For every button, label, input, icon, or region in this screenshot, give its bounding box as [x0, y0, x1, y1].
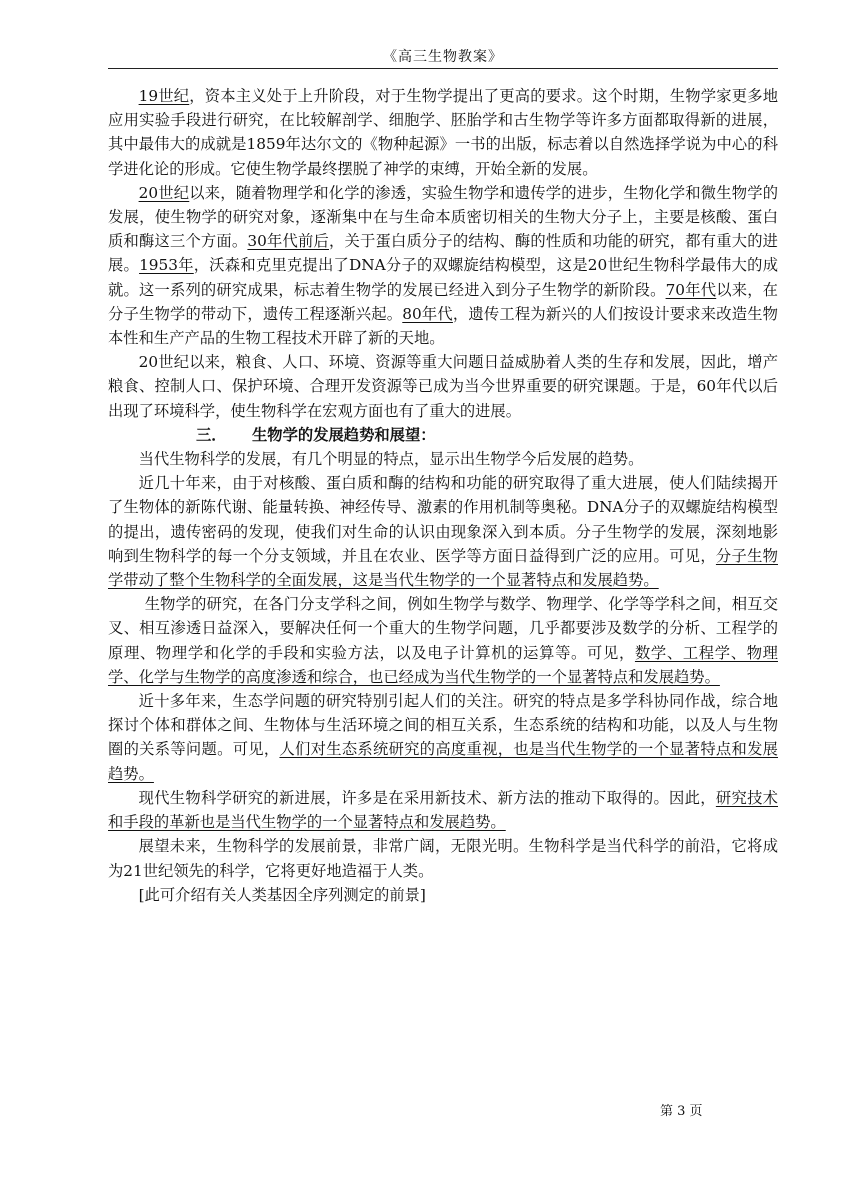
paragraph-text: 近十多年来，生态学问题的研究特别引起人们的关注。研究的特点是多学科协同作战，综合地探讨个体和群体之间、生物体与生活环境之间的相互关系，生态系统的结构和功能，以及人与生物圈的关系等问题。可见，	[108, 692, 778, 759]
underlined-conclusion: 人们对生态系统研究的高度重视，也是当代生物学的一个显著特点和发展趋势。	[108, 740, 778, 783]
underlined-conclusion: 分子生物学带动了整个生物科学的全面发展，这是当代生物学的一个显著特点和发展趋势。	[108, 546, 778, 590]
section-heading	[108, 423, 778, 447]
underlined-term: 1953年	[139, 256, 194, 275]
underlined-term: 20世纪	[138, 183, 190, 202]
page-number: 第 3 页	[660, 1104, 703, 1119]
section-title-text: 生物学的发展趋势和展望：	[252, 425, 436, 444]
paragraph-text: ，沃森和克里克提出了DNA分子的双螺旋结构模型，这是20世纪生物科学最伟大的成就。这一系列的研究成果，标志着生物学的发展已经进入到分子生物学的新阶段。	[108, 256, 778, 299]
paragraph-text: ，遗传工程为新兴的人们按设计要求来改造生物本性和生产产品的生物工程技术开辟了新的天地。	[108, 304, 778, 348]
paragraph-techniques	[108, 786, 778, 834]
underlined-conclusion: 数学、工程学、物理学、化学与生物学的高度渗透和综合，也已经成为当代生物学的一个显著特点和发展趋势。	[108, 643, 778, 686]
paragraph-text: ，资本主义处于上升阶段，对于生物学提出了更高的要求。这个时期，生物学家更多地应用实验手段进行研究，在比较解剖学、细胞学、胚胎学和古生物学等许多方面都取得新的进展，其中最伟大的成就是1859年达尔文的《物种起源》一书的出版，标志着以自然选择学说为中心的科学进化论的形成。它使生物学最终摆脱了神学的束缚，开始全新的发展。	[108, 87, 778, 178]
paragraph-20th-century	[108, 181, 778, 350]
header-rule	[108, 68, 778, 69]
underlined-conclusion: 研究技术和手段的革新也是当代生物学的一个显著特点和发展趋势。	[108, 788, 778, 832]
underlined-term: 70年代	[665, 280, 717, 299]
underlined-term: 80年代	[402, 304, 453, 323]
section-number: 三．	[196, 425, 227, 444]
paragraph-text: 以来，随着物理学和化学的渗透，实验生物学和遗传学的进步，生物化学和微生物学的发展，使生物学的研究对象，逐渐集中在与生命本质密切相关的生物大分子上，主要是核酸、蛋白质和酶这三个方面。	[108, 183, 778, 251]
paragraph-text: 近几十年来，由于对核酸、蛋白质和酶的结构和功能的研究取得了重大进展，使人们陆续揭开了生物体的新陈代谢、能量转换、神经传导、激素的作用机制等奥秘。DNA分子的双螺旋结构模型的提出，遗传密码的发现，使我们对生命的认识由现象深入到本质。分子生物学的发展，深刻地影响到生物科学的每一个分支领域，并且在农业、医学等方面日益得到广泛的应用。可见，	[108, 474, 778, 565]
paragraph-molecular-biology	[108, 471, 778, 592]
paragraph-note: [此可介绍有关人类基因全序列测定的前景]	[138, 885, 426, 904]
paragraph-trends-intro: 当代生物科学的发展，有几个明显的特点，显示出生物学今后发展的趋势。	[138, 450, 644, 469]
paragraph-outlook: 展望未来，生物科学的发展前景，非常广阔，无限光明。生物科学是当代科学的前沿，它将成为21世纪领先的科学，它将更好地造福于人类。	[108, 837, 778, 880]
underlined-term: 30年代前后	[247, 232, 330, 251]
paragraph-19th-century	[108, 84, 778, 181]
document-body	[108, 84, 778, 907]
paragraph-text: ，关于蛋白质分子的结构、酶的性质和功能的研究，都有重大的进展。	[108, 232, 778, 275]
paragraph-text: 以来，在分子生物学的带动下，遗传工程逐渐兴起。	[108, 280, 778, 323]
page-header-title: 《高三生物教案》	[383, 49, 503, 65]
paragraph-text: 现代生物科学研究的新进展，许多是在采用新技术、新方法的推动下取得的。因此，	[138, 788, 716, 807]
paragraph-environment: 20世纪以来，粮食、人口、环境、资源等重大问题日益威胁着人类的生存和发展，因此，增产粮食、控制人口、保护环境、合理开发资源等已成为当今世界重要的研究课题。于是，60年代以后出现了环境科学，使生物科学在宏观方面也有了重大的进展。	[108, 353, 778, 420]
paragraph-text: 生物学的研究，在各门分支学科之间，例如生物学与数学、物理学、化学等学科之间，相互交叉、相互渗透日益深入，要解决任何一个重大的生物学问题，几乎都要涉及数学的分析、工程学的原理、物理学和化学的手段和实验方法，以及电子计算机的运算等。可见，	[108, 595, 778, 662]
underlined-term: 19世纪	[138, 87, 190, 105]
paragraph-interdisciplinary	[108, 592, 778, 689]
paragraph-ecology	[108, 689, 778, 786]
